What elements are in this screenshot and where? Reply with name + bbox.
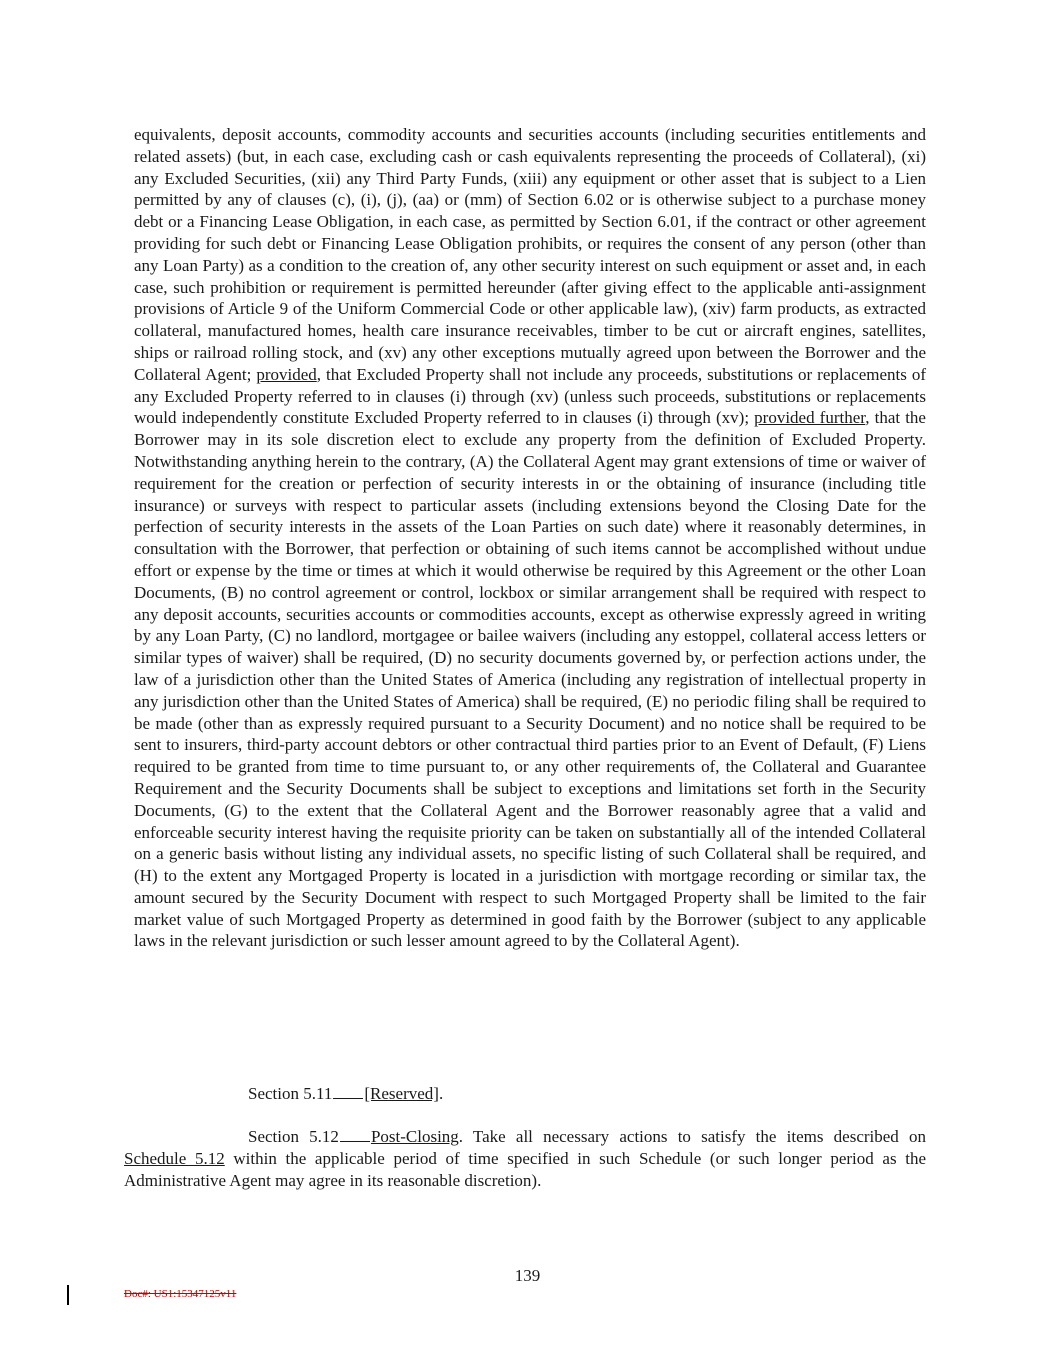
provided-term: provided bbox=[256, 364, 317, 384]
revision-change-bar bbox=[67, 1285, 69, 1305]
section-5-12-title: Post-Closing bbox=[370, 1127, 459, 1146]
tab-leader bbox=[333, 1084, 363, 1099]
paragraph-text-part-1: equivalents, deposit accounts, commodity accounts and securities accounts (including securities entitlements and related assets) (but, in each case, excluding cash or cash equivalents representing the proceeds of Collateral), (xi) any Excluded Securities, (xii) any Third Party Funds, (xiii) any equipment or other asset that is subject to a Lien permitted by any of clauses (c), (i), (j), (aa) or (mm) of Section 6.02 or is otherwise subject to a purchase money debt or a Financing Lease Obligation, in each case, as permitted by Section 6.01, if the contract or other agreement providing for such debt or Financing Lease Obligation prohibits, or requires the consent of any person (other than any Loan Party) as a condition to the creation of, any other security interest on such equipment or asset and, in each case, such prohibition or requirement is permitted hereunder (after giving effect to the applicable anti-assignment provisions of Article 9 of the Uniform Commercial Code or other applicable law), (xiv) farm products, as extracted collateral, manufactured homes, health care insurance receivables, timber to be cut or aircraft engines, satellites, ships or railroad rolling stock, and (xv) any other exceptions mutually agreed upon between the Borrower and the Collateral Agent; bbox=[134, 125, 926, 384]
section-5-12 bbox=[124, 1126, 926, 1191]
section-5-12-number: Section 5.12 bbox=[248, 1127, 339, 1146]
paragraph-text-part-2: , that Excluded Property shall not include any proceeds, substitutions or replacements of any Excluded Property referred to in clauses (i) through (xv) (unless such proceeds, substitutions or replacements would independently constitute Excluded Property referred to in clauses (i) through (xv); bbox=[134, 364, 926, 428]
section-5-11-title: [Reserved] bbox=[364, 1084, 439, 1103]
section-5-12-text-2: within the applicable period of time specified in such Schedule (or such longer period as the Administrative Agent may agree in its reasonable discretion). bbox=[124, 1148, 926, 1190]
provided-further-term: provided further bbox=[754, 408, 866, 428]
schedule-5-12-reference: Schedule 5.12 bbox=[124, 1148, 225, 1168]
section-5-11-end: . bbox=[438, 1084, 444, 1103]
section-5-11 bbox=[248, 1083, 443, 1105]
excluded-property-paragraph bbox=[134, 124, 926, 952]
section-5-12-text-1: . Take all necessary actions to satisfy the items described on bbox=[458, 1127, 926, 1146]
document-id: Doc#: US1:15347125v11 bbox=[124, 1288, 237, 1300]
paragraph-text-part-3: , that the Borrower may in its sole discretion elect to exclude any property from the definition of Excluded Property. Notwithstanding anything herein to the contrary, (A) the Collateral Agent may grant extensions of time or waiver of requirement for the creation or perfection of security interests in or the obtaining of insurance (including title insurance) or surveys with respect to particular assets (including extensions beyond the Closing Date for the perfection of security interests in the assets of the Loan Parties on such date) where it reasonably determines, in consultation with the Borrower, that perfection or obtaining of such items cannot be accomplished without undue effort or expense by the time or times at which it would otherwise be required by this Agreement or the other Loan Documents, (B) no control agreement or control, lockbox or similar arrangement shall be required with respect to any deposit accounts, securities accounts or commodities accounts, except as otherwise expressly agreed in writing by any Loan Party, (C) no landlord, mortgagee or bailee waivers (including any estoppel, collateral access letters or similar types of waiver) shall be required, (D) no security documents governed by, or perfection actions under, the law of a jurisdiction other than the United States of America (including any registration of intellectual property in any jurisdiction other than the United States of America) shall be required, (E) no periodic filing shall be required to be made (other than as expressly required pursuant to a Security Document) and no notice shall be required to be sent to insurers, third-party account debtors or other contractual third parties prior to an Event of Default, (F) Liens required to be granted from time to time pursuant to, or any other requirements of, the Collateral and Guarantee Requirement and the Security Documents shall be subject to exceptions and limitations set forth in the Security Documents, (G) to the extent that the Collateral Agent and the Borrower reasonably agree that a valid and enforceable security interest having the requisite priority can be taken on substantially all of the intended Collateral on a generic basis without listing any individual assets, no specific listing of such Collateral shall be required, and (H) to the extent any Mortgaged Property is located in a jurisdiction with mortgage recording or similar tax, the amount secured by the Security Document with respect to such Mortgaged Property shall be limited to the fair market value of such Mortgaged Property as determined in good faith by the Borrower (subject to any applicable laws in the relevant jurisdiction or such lesser amount agreed to by the Collateral Agent). bbox=[134, 408, 926, 951]
page-number: 139 bbox=[514, 1266, 541, 1285]
section-5-11-number: Section 5.11 bbox=[248, 1084, 333, 1103]
tab-leader bbox=[340, 1127, 370, 1142]
